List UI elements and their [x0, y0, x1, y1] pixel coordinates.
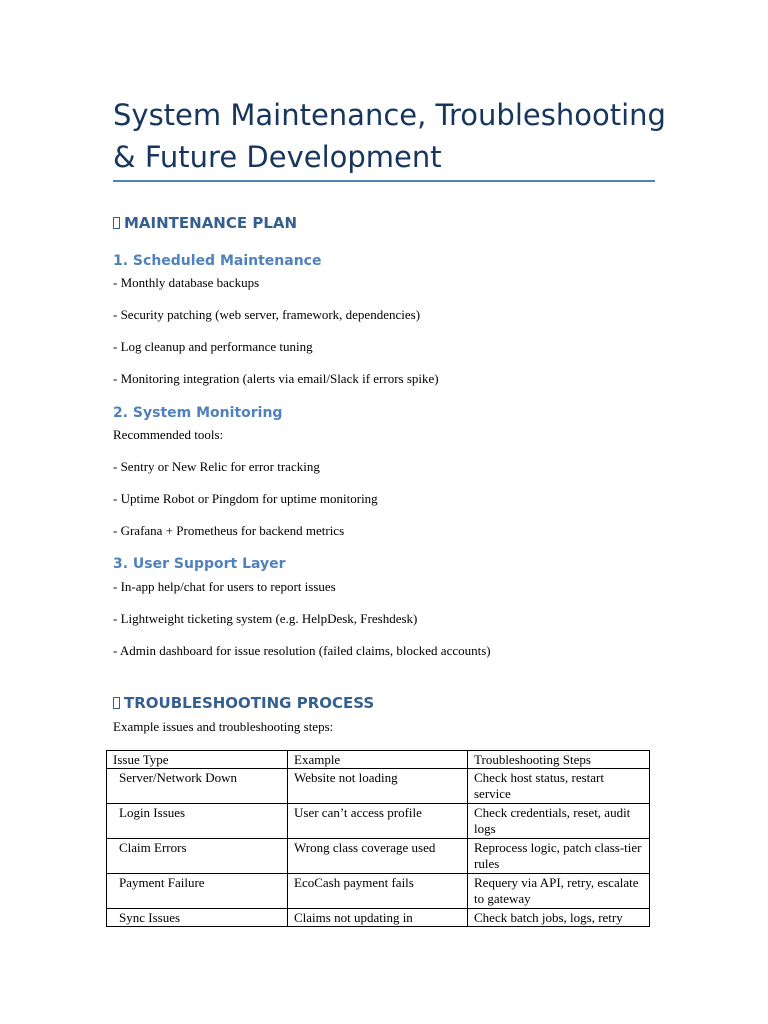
table-cell: Website not loading — [288, 769, 468, 804]
list-item: - In-app help/chat for users to report issues — [113, 579, 336, 594]
table-cell: Check batch jobs, logs, retry — [468, 909, 650, 927]
list-item: - Log cleanup and performance tuning — [113, 339, 313, 354]
table-header-cell: Troubleshooting Steps — [468, 751, 650, 769]
table-cell: Sync Issues — [107, 909, 288, 927]
table-row — [107, 874, 650, 909]
document-title: System Maintenance, Troubleshooting & Future Development — [113, 98, 666, 174]
troubleshooting-intro: Example issues and troubleshooting steps: — [113, 719, 334, 734]
table-cell: Claims not updating in — [288, 909, 468, 927]
troubleshooting-heading-text: TROUBLESHOOTING PROCESS — [124, 694, 375, 712]
table-cell: User can’t access profile — [288, 804, 468, 839]
scheduled-maintenance-heading: 1. Scheduled Maintenance — [113, 253, 322, 269]
maintenance-plan-heading — [113, 213, 297, 233]
list-item: - Uptime Robot or Pingdom for uptime monitoring — [113, 491, 378, 506]
table-cell: Claim Errors — [107, 839, 288, 874]
table-cell: Wrong class coverage used — [288, 839, 468, 874]
monitoring-intro: Recommended tools: — [113, 427, 224, 442]
table-cell: Server/Network Down — [107, 769, 288, 804]
table-cell: Check host status, restart service — [468, 769, 650, 804]
missing-glyph-icon — [113, 217, 120, 229]
table-row — [107, 804, 650, 839]
maintenance-plan-heading-text: MAINTENANCE PLAN — [124, 214, 298, 232]
table-header-cell: Example — [288, 751, 468, 769]
list-item: - Sentry or New Relic for error tracking — [113, 459, 320, 474]
table-row — [107, 909, 650, 927]
list-item: - Lightweight ticketing system (e.g. HelpDesk, Freshdesk) — [113, 611, 418, 626]
table-row — [107, 839, 650, 874]
system-monitoring-heading: 2. System Monitoring — [113, 405, 283, 421]
title-underline — [113, 180, 655, 182]
table-cell: Payment Failure — [107, 874, 288, 909]
table-cell: Requery via API, retry, escalate to gateway — [468, 874, 650, 909]
list-item: - Admin dashboard for issue resolution (failed claims, blocked accounts) — [113, 643, 491, 658]
table-cell: EcoCash payment fails — [288, 874, 468, 909]
list-item: - Grafana + Prometheus for backend metrics — [113, 523, 345, 538]
list-item: - Monthly database backups — [113, 275, 260, 290]
missing-glyph-icon — [113, 697, 120, 709]
table-cell: Reprocess logic, patch class-tier rules — [468, 839, 650, 874]
table-cell: Check credentials, reset, audit logs — [468, 804, 650, 839]
troubleshooting-heading — [113, 693, 374, 713]
list-item: - Monitoring integration (alerts via email/Slack if errors spike) — [113, 371, 439, 386]
table-header-row — [107, 751, 650, 769]
table-header-cell: Issue Type — [107, 751, 288, 769]
table-row — [107, 769, 650, 804]
troubleshooting-table — [106, 750, 650, 927]
user-support-heading: 3. User Support Layer — [113, 556, 286, 572]
list-item: - Security patching (web server, framework, dependencies) — [113, 307, 421, 322]
table-cell: Login Issues — [107, 804, 288, 839]
